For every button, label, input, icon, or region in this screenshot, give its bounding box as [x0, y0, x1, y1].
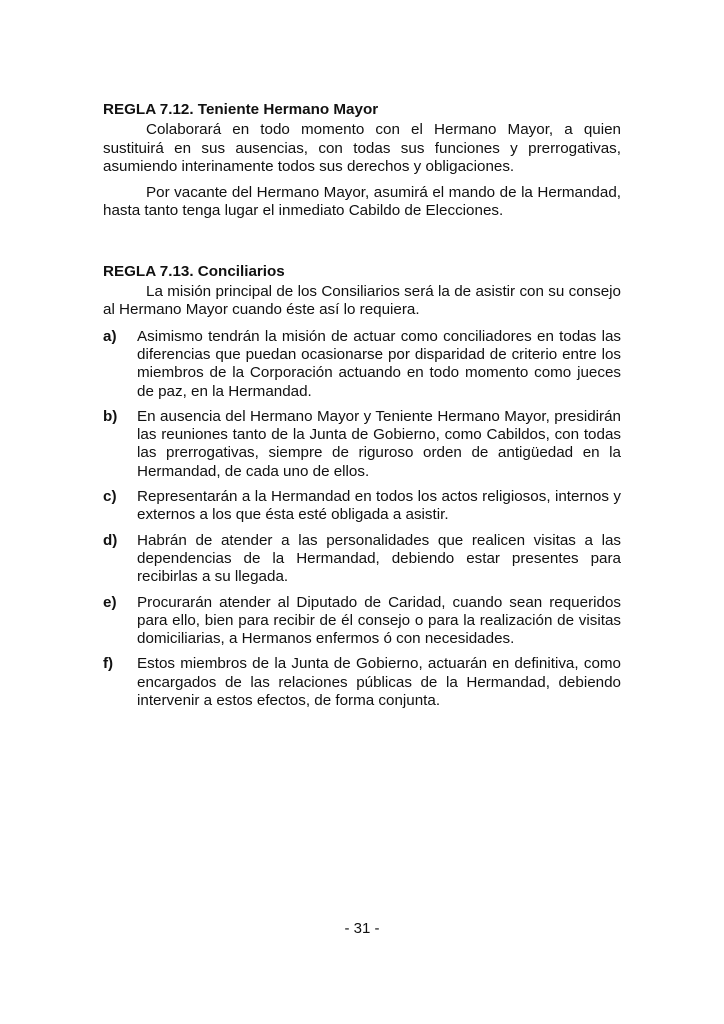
section-heading: REGLA 7.13. Conciliarios: [103, 262, 285, 280]
section-regla-7-12: [103, 101, 621, 221]
section-heading: REGLA 7.12. Teniente Hermano Mayor: [103, 101, 379, 118]
list-item: [103, 594, 621, 649]
list-item: [103, 655, 621, 710]
list-item-text: En ausencia del Hermano Mayor y Teniente Hermano Mayor, presidirán las reuniones tanto de la Junta de Gobierno, como Cabildos, con todas las prerrogativas, siempre de riguroso orden de antigüedad en la Hermandad, de cada uno de ellos.: [137, 407, 621, 480]
paragraph: Colaborará en todo momento con el Hermano Mayor, a quien sustituirá en sus ausencias, con todas sus funciones y prerrogativas, asumiendo interinamente todos sus derechos y obligaciones.: [103, 121, 621, 175]
list-marker: c): [103, 488, 117, 506]
list-item: [103, 488, 621, 525]
intro-paragraph: La misión principal de los Consiliarios será la de asistir con su consejo al Hermano Mayor cuando éste así lo requiera.: [103, 283, 621, 319]
paragraph: Por vacante del Hermano Mayor, asumirá el mando de la Hermandad, hasta tanto tenga lugar el inmediato Cabildo de Elecciones.: [103, 184, 621, 220]
list-item-text: Asimismo tendrán la misión de actuar como conciliadores en todas las diferencias que puedan ocasionarse por disparidad de criterio entre los miembros de la Corporación actuando en todo momento como jueces de paz, en la Hermandad.: [137, 327, 621, 400]
duties-list: [103, 328, 621, 711]
list-item: [103, 408, 621, 481]
list-marker: d): [103, 531, 118, 549]
list-item-text: Habrán de atender a las personalidades que realicen visitas a las dependencias de la Hermandad, debiendo estar presentes para recibirlas a su llegada.: [137, 531, 621, 586]
page-number: - 31 -: [344, 920, 380, 937]
document-page: [103, 101, 621, 717]
list-marker: b): [103, 407, 118, 425]
list-item: [103, 532, 621, 587]
list-marker: a): [103, 327, 117, 345]
list-marker: f): [103, 655, 114, 673]
list-item-text: Estos miembros de la Junta de Gobierno, actuarán en definitiva, como encargados de las relaciones públicas de la Hermandad, debiendo intervenir a estos efectos, de forma conjunta.: [137, 655, 621, 710]
list-marker: e): [103, 593, 117, 611]
list-item-text: Representarán a la Hermandad en todos los actos religiosos, internos y externos a los que ésta esté obligada a asistir.: [137, 488, 621, 524]
list-item: [103, 328, 621, 401]
section-regla-7-13: [103, 263, 621, 711]
list-item-text: Procurarán atender al Diputado de Caridad, cuando sean requeridos para ello, bien para recibir de él consejo o para la realización de visitas domiciliarias, a Hermanos enfermos ó con necesidades.: [137, 593, 621, 648]
